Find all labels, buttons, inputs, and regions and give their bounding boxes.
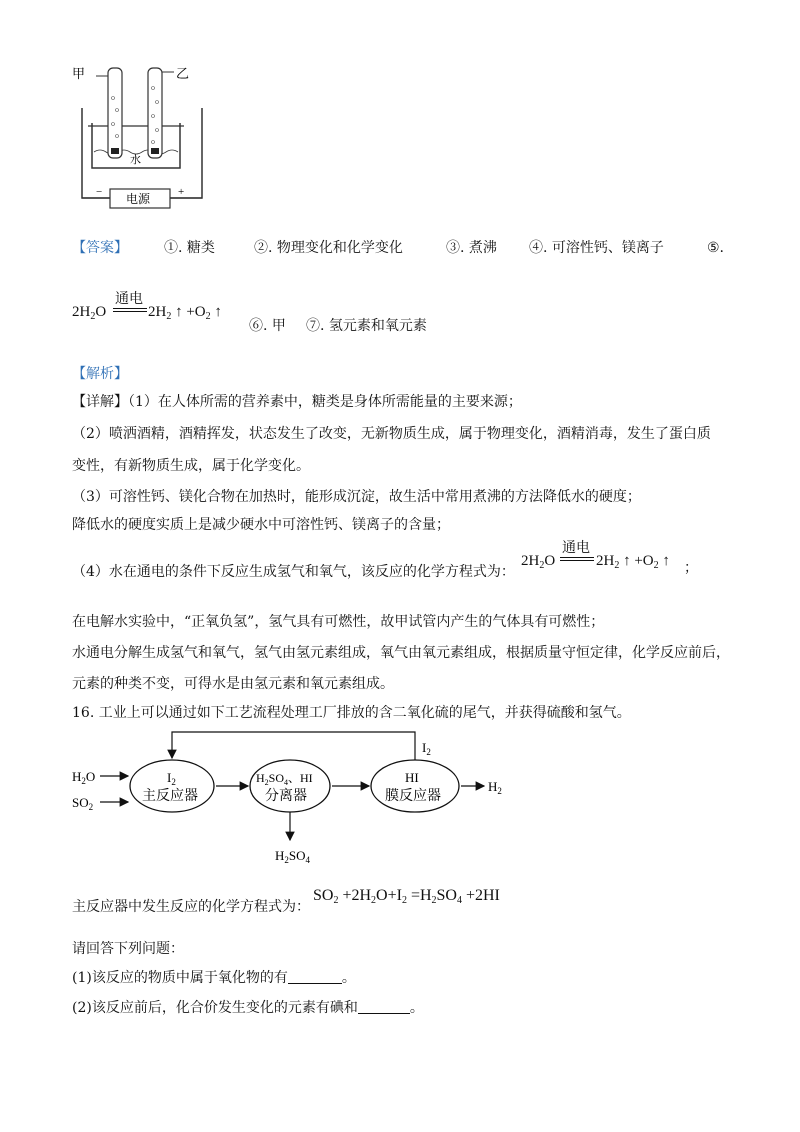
analysis-p5: 在电解水实验中，“正氧负氢”，氢气具有可燃性，故甲试管内产生的气体具有可燃性； [72,614,605,630]
main-eq-intro: 主反应器中发生反应的化学方程式为： [72,899,310,915]
analysis-p4: （4）水在通电的条件下反应生成氢气和氧气，该反应的化学方程式为： [72,564,515,580]
label-power: 电源 [126,192,151,206]
answer-blank-1[interactable] [288,969,342,984]
main-reaction-equation: $SO_2 +2H_2O+I_2 =H_2SO_4 +2HI$ [313,887,500,906]
answer-item-4: ④. 可溶性钙、镁离子 [529,240,664,256]
membrane-reactor [371,760,459,812]
analysis-p2b: 变性，有新物质生成，属于化学变化。 [72,458,310,474]
label-minus: − [96,186,103,198]
answer-item-3: ③. 煮沸 [446,240,497,256]
answer-eq-condition: 通电 [115,291,143,307]
analysis-tag: 【解析】 [72,366,128,382]
answer-blank-2[interactable] [358,999,410,1014]
answer-tag: 【答案】 [72,240,128,256]
analysis-equation: $2H_2O$ [521,553,556,571]
analysis-p4-end: ； [684,560,698,576]
reactor1-i2: $I_2$ [167,770,176,787]
electrolysis-apparatus-figure [70,58,220,218]
label-jia: 甲 [72,66,86,81]
answer-item-1: ①. 糖类 [164,240,215,256]
q16-stem: 16. 工业上可以通过如下工艺流程处理工厂排放的含二氧化硫的尾气，并获得硫酸和氢气。 [72,705,631,721]
separator [250,760,330,812]
analysis-eq-condition: 通电 [562,540,590,556]
answer-item-5: ⑤. [707,240,725,256]
reactor2-label: 膜反应器 [385,789,441,804]
recycle-i2: $I_2$ [422,740,431,757]
answer-equation: $2H_2O$ [72,304,107,322]
label-yi: 乙 [176,66,190,81]
analysis-p6a: 水通电分解生成氢气和氧气，氢气由氢元素组成，氧气由氧元素组成，根据质量守恒定律，化学反应前后， [72,645,730,661]
input-h2o: $H_2O$ [72,769,96,786]
analysis-p6b: 元素的种类不变，可得水是由氢元素和氧元素组成。 [72,676,394,692]
output-h2: $H_2$ [488,779,502,796]
q16-sub1: (1)该反应的物质中属于氧化物的有 。 [72,970,356,986]
q16-prompt: 请回答下列问题： [72,941,184,957]
equation-double-line [113,308,147,312]
answer-item-7: ⑦. 氢元素和氧元素 [306,318,427,334]
output-h2so4: $H_2SO_4$ [275,848,311,865]
answer-item-6: ⑥. 甲 [249,318,286,334]
label-plus: + [178,186,185,198]
separator-formula: $H_2SO_4$、HI [256,771,313,787]
analysis-p1: 【详解】（1）在人体所需的营养素中，糖类是身体所需能量的主要来源； [72,394,522,410]
separator-label: 分离器 [265,789,307,804]
label-water: 水 [130,154,141,166]
reactor1-label: 主反应器 [142,789,198,804]
input-so2: $SO_2$ [72,795,94,812]
reactor2-hi: HI [405,770,419,785]
answer-item-2: ②. 物理变化和化学变化 [254,240,403,256]
analysis-p3b: 降低水的硬度实质上是减少硬水中可溶性钙、镁离子的含量； [72,517,450,533]
process-flow-diagram [70,722,530,872]
q16-sub2: (2)该反应前后，化合价发生变化的元素有碘和 。 [72,1000,424,1016]
analysis-p2a: （2）喷洒酒精，酒精挥发，状态发生了改变，无新物质生成，属于物理变化，酒精消毒，发生了蛋白质 [72,426,711,442]
analysis-p3a: （3）可溶性钙、镁化合物在加热时，能形成沉淀，故生活中常用煮沸的方法降低水的硬度； [72,489,641,505]
